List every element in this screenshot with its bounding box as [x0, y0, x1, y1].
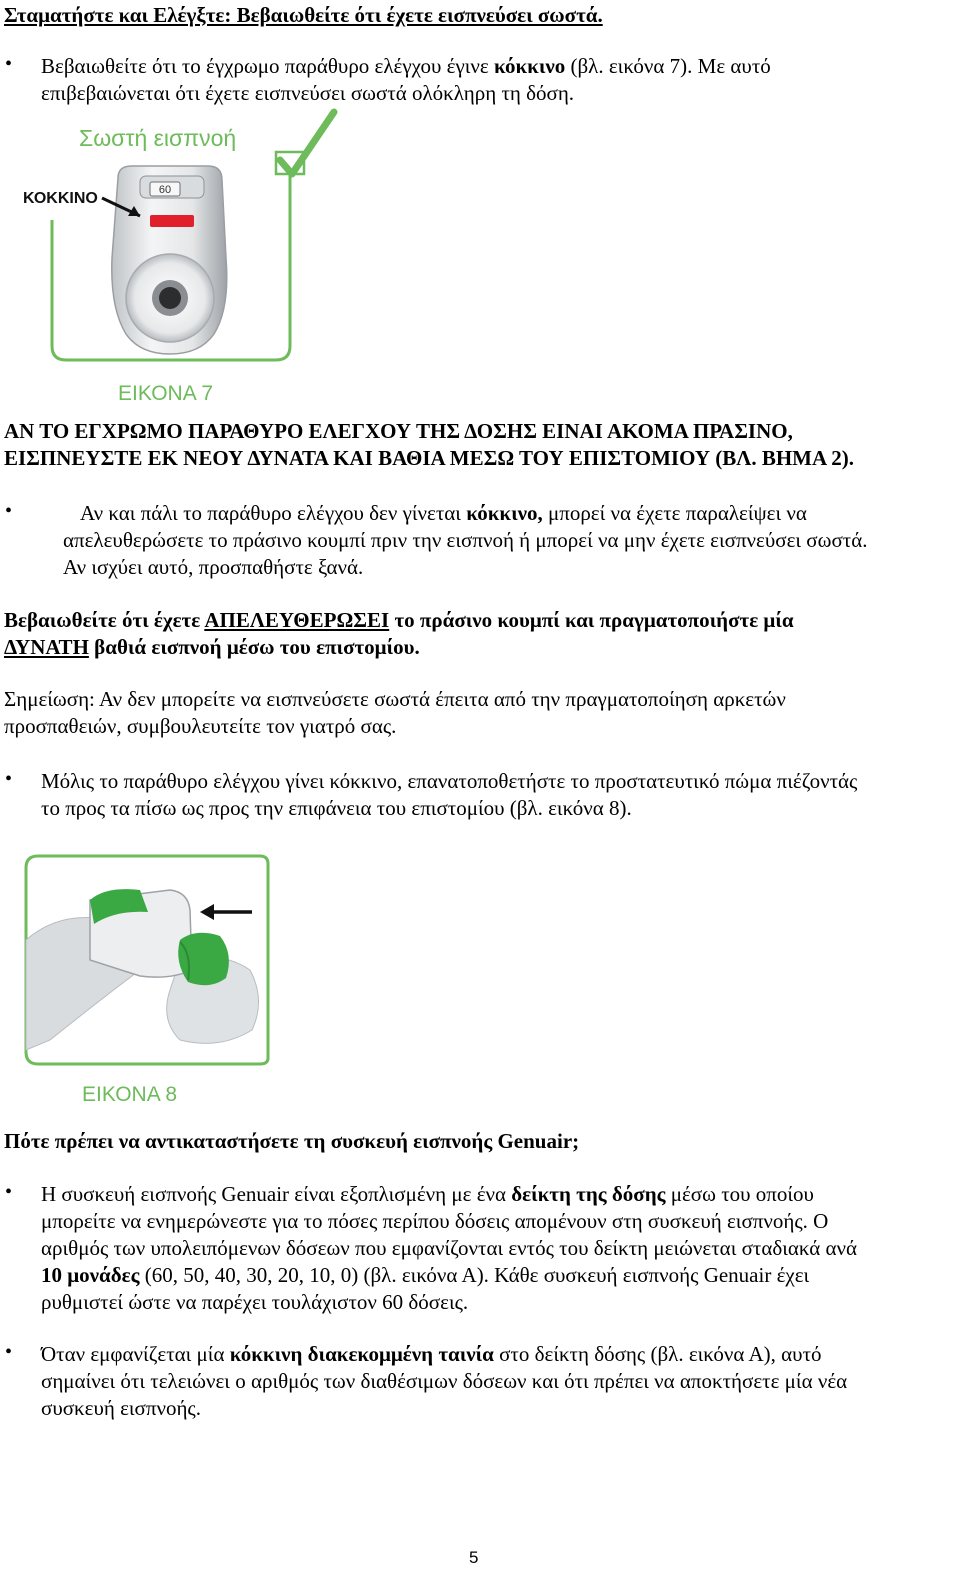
bullet-icon: •: [5, 53, 13, 75]
check-mark-icon: [280, 112, 334, 174]
figure-7: [0, 108, 360, 408]
bullet-icon: •: [5, 1341, 13, 1363]
replace-heading: Πότε πρέπει να αντικαταστήσετε τη συσκευή εισπνοής Genuair;: [4, 1129, 580, 1153]
correct-inhalation-title: Σωστή εισπνοή: [79, 125, 237, 151]
dose-counter-value: 60: [158, 184, 172, 196]
warning-line-2: ΕΙΣΠΝΕΥΣΤΕ ΕΚ ΝΕΟΥ ΔΥΝΑΤΑ ΚΑΙ ΒΑΘΙΑ ΜΕΣΩ ΤΟΥ ΕΠΙΣΤΟΜΙΟΥ (ΒΛ. ΒΗΜΑ 2).: [4, 446, 855, 470]
instruction-line-2: ΔΥΝΑΤΗ βαθιά εισπνοή μέσω του επιστομίου.: [4, 635, 420, 659]
instruction-line-1: Βεβαιωθείτε ότι έχετε ΑΠΕΛΕΥΘΕΡΩΣΕΙ το πράσινο κουμπί και πραγματοποιήστε μία: [4, 608, 794, 632]
figure-8: [20, 850, 280, 1070]
stop-check-heading: Σταματήστε και Ελέγξτε: Βεβαιωθείτε ότι έχετε εισπνεύσει σωστά.: [4, 3, 603, 27]
red-control-window: [150, 215, 194, 227]
figure-7-illustration: [0, 108, 360, 408]
bullet-icon: •: [5, 768, 13, 790]
mouthpiece-hole: [159, 287, 181, 309]
red-label: ΚΟΚΚΙΝΟ: [23, 190, 98, 207]
figure-8-illustration: [20, 850, 280, 1070]
protective-cap: [178, 933, 229, 985]
page-number: 5: [469, 1548, 479, 1567]
bullet-icon: •: [5, 500, 13, 522]
warning-line-1: ΑΝ ΤΟ ΕΓΧΡΩΜΟ ΠΑΡΑΘΥΡΟ ΕΛΕΓΧΟΥ ΤΗΣ ΔΟΣΗΣ ΕΙΝΑΙ ΑΚΟΜΑ ΠΡΑΣΙΝΟ,: [4, 419, 793, 443]
note-line-1: Σημείωση: Αν δεν μπορείτε να εισπνεύσετε σωστά έπειτα από την πραγματοποίηση αρκετών: [4, 687, 786, 711]
figure-8-caption: ΕΙΚΟΝΑ 8: [82, 1083, 178, 1106]
bullet-icon: •: [5, 1181, 13, 1203]
note-line-2: προσπαθειών, συμβουλευτείτε τον γιατρό σας.: [4, 714, 397, 738]
figure-7-caption: ΕΙΚΟΝΑ 7: [118, 382, 214, 405]
